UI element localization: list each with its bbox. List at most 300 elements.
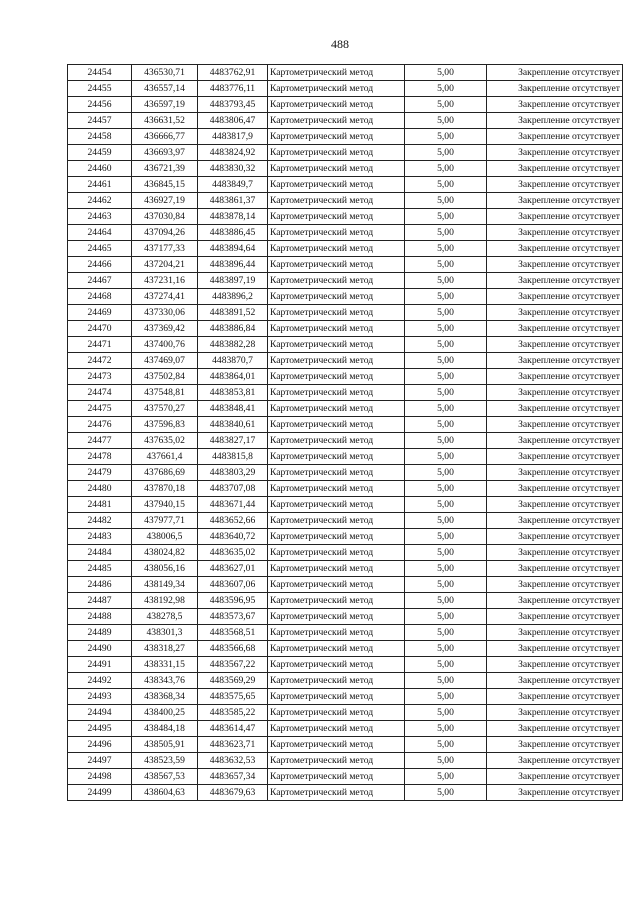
x-coordinate-cell: 437030,84 — [132, 209, 198, 225]
fixing-cell: Закрепление отсутствует — [487, 433, 623, 449]
accuracy-cell: 5,00 — [405, 593, 487, 609]
point-number-cell: 24491 — [68, 657, 132, 673]
table-row — [68, 769, 623, 785]
y-coordinate-cell: 4483607,06 — [198, 577, 268, 593]
x-coordinate-cell: 436631,52 — [132, 113, 198, 129]
x-coordinate-cell: 438400,25 — [132, 705, 198, 721]
x-coordinate-cell: 437330,06 — [132, 305, 198, 321]
accuracy-cell: 5,00 — [405, 113, 487, 129]
y-coordinate-cell: 4483793,45 — [198, 97, 268, 113]
x-coordinate-cell: 437635,02 — [132, 433, 198, 449]
method-cell: Картометрический метод — [268, 721, 405, 737]
method-cell: Картометрический метод — [268, 321, 405, 337]
y-coordinate-cell: 4483652,66 — [198, 513, 268, 529]
accuracy-cell: 5,00 — [405, 561, 487, 577]
fixing-cell: Закрепление отсутствует — [487, 385, 623, 401]
accuracy-cell: 5,00 — [405, 513, 487, 529]
y-coordinate-cell: 4483568,51 — [198, 625, 268, 641]
point-number-cell: 24478 — [68, 449, 132, 465]
table-row — [68, 305, 623, 321]
fixing-cell: Закрепление отсутствует — [487, 289, 623, 305]
table-row — [68, 529, 623, 545]
fixing-cell: Закрепление отсутствует — [487, 209, 623, 225]
table-row — [68, 193, 623, 209]
x-coordinate-cell: 437469,07 — [132, 353, 198, 369]
point-number-cell: 24483 — [68, 529, 132, 545]
fixing-cell: Закрепление отсутствует — [487, 113, 623, 129]
method-cell: Картометрический метод — [268, 257, 405, 273]
x-coordinate-cell: 437548,81 — [132, 385, 198, 401]
accuracy-cell: 5,00 — [405, 305, 487, 321]
x-coordinate-cell: 438368,34 — [132, 689, 198, 705]
fixing-cell: Закрепление отсутствует — [487, 625, 623, 641]
accuracy-cell: 5,00 — [405, 369, 487, 385]
y-coordinate-cell: 4483569,29 — [198, 673, 268, 689]
table-row — [68, 337, 623, 353]
fixing-cell: Закрепление отсутствует — [487, 401, 623, 417]
x-coordinate-cell: 436557,14 — [132, 81, 198, 97]
accuracy-cell: 5,00 — [405, 753, 487, 769]
x-coordinate-cell: 438343,76 — [132, 673, 198, 689]
point-number-cell: 24490 — [68, 641, 132, 657]
method-cell: Картометрический метод — [268, 353, 405, 369]
table-row — [68, 513, 623, 529]
table-row — [68, 289, 623, 305]
fixing-cell: Закрепление отсутствует — [487, 65, 623, 81]
table-row — [68, 321, 623, 337]
fixing-cell: Закрепление отсутствует — [487, 369, 623, 385]
point-number-cell: 24481 — [68, 497, 132, 513]
method-cell: Картометрический метод — [268, 769, 405, 785]
method-cell: Картометрический метод — [268, 65, 405, 81]
x-coordinate-cell: 436693,97 — [132, 145, 198, 161]
table-row — [68, 161, 623, 177]
x-coordinate-cell: 437940,15 — [132, 497, 198, 513]
method-cell: Картометрический метод — [268, 305, 405, 321]
accuracy-cell: 5,00 — [405, 577, 487, 593]
method-cell: Картометрический метод — [268, 625, 405, 641]
point-number-cell: 24480 — [68, 481, 132, 497]
fixing-cell: Закрепление отсутствует — [487, 97, 623, 113]
table-row — [68, 481, 623, 497]
point-number-cell: 24488 — [68, 609, 132, 625]
point-number-cell: 24479 — [68, 465, 132, 481]
fixing-cell: Закрепление отсутствует — [487, 321, 623, 337]
method-cell: Картометрический метод — [268, 785, 405, 801]
method-cell: Картометрический метод — [268, 433, 405, 449]
method-cell: Картометрический метод — [268, 177, 405, 193]
point-number-cell: 24492 — [68, 673, 132, 689]
method-cell: Картометрический метод — [268, 337, 405, 353]
accuracy-cell: 5,00 — [405, 769, 487, 785]
x-coordinate-cell: 437977,71 — [132, 513, 198, 529]
accuracy-cell: 5,00 — [405, 81, 487, 97]
table-row — [68, 145, 623, 161]
accuracy-cell: 5,00 — [405, 785, 487, 801]
x-coordinate-cell: 438318,27 — [132, 641, 198, 657]
table-row — [68, 129, 623, 145]
fixing-cell: Закрепление отсутствует — [487, 641, 623, 657]
point-number-cell: 24466 — [68, 257, 132, 273]
accuracy-cell: 5,00 — [405, 705, 487, 721]
accuracy-cell: 5,00 — [405, 497, 487, 513]
point-number-cell: 24477 — [68, 433, 132, 449]
fixing-cell: Закрепление отсутствует — [487, 497, 623, 513]
point-number-cell: 24485 — [68, 561, 132, 577]
point-number-cell: 24454 — [68, 65, 132, 81]
table-row — [68, 65, 623, 81]
method-cell: Картометрический метод — [268, 129, 405, 145]
y-coordinate-cell: 4483886,84 — [198, 321, 268, 337]
method-cell: Картометрический метод — [268, 641, 405, 657]
method-cell: Картометрический метод — [268, 657, 405, 673]
x-coordinate-cell: 436927,19 — [132, 193, 198, 209]
point-number-cell: 24482 — [68, 513, 132, 529]
accuracy-cell: 5,00 — [405, 401, 487, 417]
x-coordinate-cell: 438484,18 — [132, 721, 198, 737]
table-row — [68, 273, 623, 289]
table-row — [68, 673, 623, 689]
point-number-cell: 24468 — [68, 289, 132, 305]
x-coordinate-cell: 438278,5 — [132, 609, 198, 625]
x-coordinate-cell: 436666,77 — [132, 129, 198, 145]
accuracy-cell: 5,00 — [405, 97, 487, 113]
fixing-cell: Закрепление отсутствует — [487, 577, 623, 593]
table-row — [68, 241, 623, 257]
method-cell: Картометрический метод — [268, 81, 405, 97]
point-number-cell: 24457 — [68, 113, 132, 129]
table-row — [68, 209, 623, 225]
x-coordinate-cell: 437596,83 — [132, 417, 198, 433]
accuracy-cell: 5,00 — [405, 609, 487, 625]
table-row — [68, 97, 623, 113]
table-row — [68, 353, 623, 369]
y-coordinate-cell: 4483882,28 — [198, 337, 268, 353]
point-number-cell: 24455 — [68, 81, 132, 97]
table-row — [68, 753, 623, 769]
accuracy-cell: 5,00 — [405, 641, 487, 657]
y-coordinate-cell: 4483671,44 — [198, 497, 268, 513]
accuracy-cell: 5,00 — [405, 273, 487, 289]
accuracy-cell: 5,00 — [405, 129, 487, 145]
accuracy-cell: 5,00 — [405, 177, 487, 193]
method-cell: Картометрический метод — [268, 737, 405, 753]
y-coordinate-cell: 4483806,47 — [198, 113, 268, 129]
x-coordinate-cell: 437177,33 — [132, 241, 198, 257]
y-coordinate-cell: 4483585,22 — [198, 705, 268, 721]
table-row — [68, 225, 623, 241]
point-number-cell: 24459 — [68, 145, 132, 161]
accuracy-cell: 5,00 — [405, 385, 487, 401]
fixing-cell: Закрепление отсутствует — [487, 129, 623, 145]
table-row — [68, 433, 623, 449]
method-cell: Картометрический метод — [268, 401, 405, 417]
table-row — [68, 449, 623, 465]
accuracy-cell: 5,00 — [405, 353, 487, 369]
y-coordinate-cell: 4483632,53 — [198, 753, 268, 769]
method-cell: Картометрический метод — [268, 225, 405, 241]
point-number-cell: 24496 — [68, 737, 132, 753]
fixing-cell: Закрепление отсутствует — [487, 545, 623, 561]
point-number-cell: 24473 — [68, 369, 132, 385]
x-coordinate-cell: 438006,5 — [132, 529, 198, 545]
y-coordinate-cell: 4483864,01 — [198, 369, 268, 385]
fixing-cell: Закрепление отсутствует — [487, 241, 623, 257]
method-cell: Картометрический метод — [268, 529, 405, 545]
method-cell: Картометрический метод — [268, 417, 405, 433]
method-cell: Картометрический метод — [268, 465, 405, 481]
table-row — [68, 737, 623, 753]
point-number-cell: 24489 — [68, 625, 132, 641]
y-coordinate-cell: 4483575,65 — [198, 689, 268, 705]
accuracy-cell: 5,00 — [405, 657, 487, 673]
point-number-cell: 24472 — [68, 353, 132, 369]
y-coordinate-cell: 4483776,11 — [198, 81, 268, 97]
accuracy-cell: 5,00 — [405, 257, 487, 273]
method-cell: Картометрический метод — [268, 161, 405, 177]
x-coordinate-cell: 437204,21 — [132, 257, 198, 273]
table-row — [68, 689, 623, 705]
accuracy-cell: 5,00 — [405, 689, 487, 705]
fixing-cell: Закрепление отсутствует — [487, 337, 623, 353]
fixing-cell: Закрепление отсутствует — [487, 721, 623, 737]
table-row — [68, 593, 623, 609]
accuracy-cell: 5,00 — [405, 465, 487, 481]
point-number-cell: 24461 — [68, 177, 132, 193]
table-row — [68, 561, 623, 577]
method-cell: Картометрический метод — [268, 673, 405, 689]
method-cell: Картометрический метод — [268, 449, 405, 465]
method-cell: Картометрический метод — [268, 561, 405, 577]
fixing-cell: Закрепление отсутствует — [487, 785, 623, 801]
y-coordinate-cell: 4483886,45 — [198, 225, 268, 241]
y-coordinate-cell: 4483817,9 — [198, 129, 268, 145]
y-coordinate-cell: 4483707,08 — [198, 481, 268, 497]
method-cell: Картометрический метод — [268, 689, 405, 705]
y-coordinate-cell: 4483567,22 — [198, 657, 268, 673]
y-coordinate-cell: 4483897,19 — [198, 273, 268, 289]
point-number-cell: 24464 — [68, 225, 132, 241]
y-coordinate-cell: 4483614,47 — [198, 721, 268, 737]
y-coordinate-cell: 4483596,95 — [198, 593, 268, 609]
method-cell: Картометрический метод — [268, 497, 405, 513]
fixing-cell: Закрепление отсутствует — [487, 81, 623, 97]
fixing-cell: Закрепление отсутствует — [487, 513, 623, 529]
y-coordinate-cell: 4483830,32 — [198, 161, 268, 177]
y-coordinate-cell: 4483824,92 — [198, 145, 268, 161]
x-coordinate-cell: 438024,82 — [132, 545, 198, 561]
method-cell: Картометрический метод — [268, 385, 405, 401]
table-row — [68, 705, 623, 721]
x-coordinate-cell: 438604,63 — [132, 785, 198, 801]
x-coordinate-cell: 438192,98 — [132, 593, 198, 609]
accuracy-cell: 5,00 — [405, 65, 487, 81]
point-number-cell: 24474 — [68, 385, 132, 401]
fixing-cell: Закрепление отсутствует — [487, 609, 623, 625]
fixing-cell: Закрепление отсутствует — [487, 705, 623, 721]
fixing-cell: Закрепление отсутствует — [487, 177, 623, 193]
y-coordinate-cell: 4483849,7 — [198, 177, 268, 193]
fixing-cell: Закрепление отсутствует — [487, 593, 623, 609]
point-number-cell: 24469 — [68, 305, 132, 321]
method-cell: Картометрический метод — [268, 481, 405, 497]
method-cell: Картометрический метод — [268, 753, 405, 769]
point-number-cell: 24499 — [68, 785, 132, 801]
x-coordinate-cell: 436597,19 — [132, 97, 198, 113]
method-cell: Картометрический метод — [268, 241, 405, 257]
point-number-cell: 24475 — [68, 401, 132, 417]
fixing-cell: Закрепление отсутствует — [487, 673, 623, 689]
table-row — [68, 545, 623, 561]
y-coordinate-cell: 4483679,63 — [198, 785, 268, 801]
y-coordinate-cell: 4483762,91 — [198, 65, 268, 81]
fixing-cell: Закрепление отсутствует — [487, 257, 623, 273]
accuracy-cell: 5,00 — [405, 529, 487, 545]
table-row — [68, 609, 623, 625]
x-coordinate-cell: 437400,76 — [132, 337, 198, 353]
accuracy-cell: 5,00 — [405, 161, 487, 177]
table-row — [68, 721, 623, 737]
accuracy-cell: 5,00 — [405, 737, 487, 753]
accuracy-cell: 5,00 — [405, 225, 487, 241]
table-row — [68, 177, 623, 193]
x-coordinate-cell: 437686,69 — [132, 465, 198, 481]
fixing-cell: Закрепление отсутствует — [487, 465, 623, 481]
method-cell: Картометрический метод — [268, 97, 405, 113]
x-coordinate-cell: 436845,15 — [132, 177, 198, 193]
accuracy-cell: 5,00 — [405, 433, 487, 449]
fixing-cell: Закрепление отсутствует — [487, 193, 623, 209]
fixing-cell: Закрепление отсутствует — [487, 737, 623, 753]
accuracy-cell: 5,00 — [405, 289, 487, 305]
fixing-cell: Закрепление отсутствует — [487, 145, 623, 161]
x-coordinate-cell: 438523,59 — [132, 753, 198, 769]
point-number-cell: 24462 — [68, 193, 132, 209]
table-row — [68, 369, 623, 385]
method-cell: Картометрический метод — [268, 209, 405, 225]
accuracy-cell: 5,00 — [405, 321, 487, 337]
table-row — [68, 785, 623, 801]
x-coordinate-cell: 437274,41 — [132, 289, 198, 305]
y-coordinate-cell: 4483635,02 — [198, 545, 268, 561]
fixing-cell: Закрепление отсутствует — [487, 561, 623, 577]
table-row — [68, 641, 623, 657]
accuracy-cell: 5,00 — [405, 625, 487, 641]
method-cell: Картометрический метод — [268, 289, 405, 305]
point-number-cell: 24497 — [68, 753, 132, 769]
method-cell: Картометрический метод — [268, 513, 405, 529]
x-coordinate-cell: 436721,39 — [132, 161, 198, 177]
y-coordinate-cell: 4483861,37 — [198, 193, 268, 209]
point-number-cell: 24465 — [68, 241, 132, 257]
method-cell: Картометрический метод — [268, 369, 405, 385]
table-row — [68, 497, 623, 513]
point-number-cell: 24463 — [68, 209, 132, 225]
accuracy-cell: 5,00 — [405, 209, 487, 225]
y-coordinate-cell: 4483815,8 — [198, 449, 268, 465]
y-coordinate-cell: 4483657,34 — [198, 769, 268, 785]
method-cell: Картометрический метод — [268, 145, 405, 161]
point-number-cell: 24470 — [68, 321, 132, 337]
x-coordinate-cell: 437870,18 — [132, 481, 198, 497]
fixing-cell: Закрепление отсутствует — [487, 417, 623, 433]
point-number-cell: 24486 — [68, 577, 132, 593]
table-row — [68, 81, 623, 97]
method-cell: Картометрический метод — [268, 593, 405, 609]
fixing-cell: Закрепление отсутствует — [487, 353, 623, 369]
fixing-cell: Закрепление отсутствует — [487, 753, 623, 769]
accuracy-cell: 5,00 — [405, 145, 487, 161]
table-row — [68, 577, 623, 593]
y-coordinate-cell: 4483623,71 — [198, 737, 268, 753]
x-coordinate-cell: 438301,3 — [132, 625, 198, 641]
table-row — [68, 417, 623, 433]
method-cell: Картометрический метод — [268, 545, 405, 561]
x-coordinate-cell: 438505,91 — [132, 737, 198, 753]
x-coordinate-cell: 438056,16 — [132, 561, 198, 577]
coordinates-table — [67, 64, 623, 801]
fixing-cell: Закрепление отсутствует — [487, 225, 623, 241]
y-coordinate-cell: 4483891,52 — [198, 305, 268, 321]
point-number-cell: 24458 — [68, 129, 132, 145]
y-coordinate-cell: 4483853,81 — [198, 385, 268, 401]
page-number: 488 — [331, 37, 349, 51]
y-coordinate-cell: 4483566,68 — [198, 641, 268, 657]
table-row — [68, 257, 623, 273]
table-row — [68, 385, 623, 401]
accuracy-cell: 5,00 — [405, 721, 487, 737]
method-cell: Картометрический метод — [268, 273, 405, 289]
y-coordinate-cell: 4483803,29 — [198, 465, 268, 481]
x-coordinate-cell: 437369,42 — [132, 321, 198, 337]
accuracy-cell: 5,00 — [405, 241, 487, 257]
fixing-cell: Закрепление отсутствует — [487, 657, 623, 673]
y-coordinate-cell: 4483878,14 — [198, 209, 268, 225]
fixing-cell: Закрепление отсутствует — [487, 273, 623, 289]
table-row — [68, 401, 623, 417]
point-number-cell: 24493 — [68, 689, 132, 705]
accuracy-cell: 5,00 — [405, 337, 487, 353]
accuracy-cell: 5,00 — [405, 481, 487, 497]
fixing-cell: Закрепление отсутствует — [487, 769, 623, 785]
accuracy-cell: 5,00 — [405, 449, 487, 465]
table-row — [68, 657, 623, 673]
x-coordinate-cell: 437661,4 — [132, 449, 198, 465]
y-coordinate-cell: 4483573,67 — [198, 609, 268, 625]
fixing-cell: Закрепление отсутствует — [487, 481, 623, 497]
fixing-cell: Закрепление отсутствует — [487, 161, 623, 177]
method-cell: Картометрический метод — [268, 193, 405, 209]
table-row — [68, 113, 623, 129]
y-coordinate-cell: 4483640,72 — [198, 529, 268, 545]
method-cell: Картометрический метод — [268, 609, 405, 625]
x-coordinate-cell: 438331,15 — [132, 657, 198, 673]
y-coordinate-cell: 4483848,41 — [198, 401, 268, 417]
x-coordinate-cell: 438567,53 — [132, 769, 198, 785]
point-number-cell: 24495 — [68, 721, 132, 737]
point-number-cell: 24484 — [68, 545, 132, 561]
accuracy-cell: 5,00 — [405, 545, 487, 561]
accuracy-cell: 5,00 — [405, 673, 487, 689]
y-coordinate-cell: 4483627,01 — [198, 561, 268, 577]
point-number-cell: 24487 — [68, 593, 132, 609]
y-coordinate-cell: 4483896,2 — [198, 289, 268, 305]
point-number-cell: 24467 — [68, 273, 132, 289]
x-coordinate-cell: 437231,16 — [132, 273, 198, 289]
fixing-cell: Закрепление отсутствует — [487, 529, 623, 545]
point-number-cell: 24471 — [68, 337, 132, 353]
point-number-cell: 24456 — [68, 97, 132, 113]
